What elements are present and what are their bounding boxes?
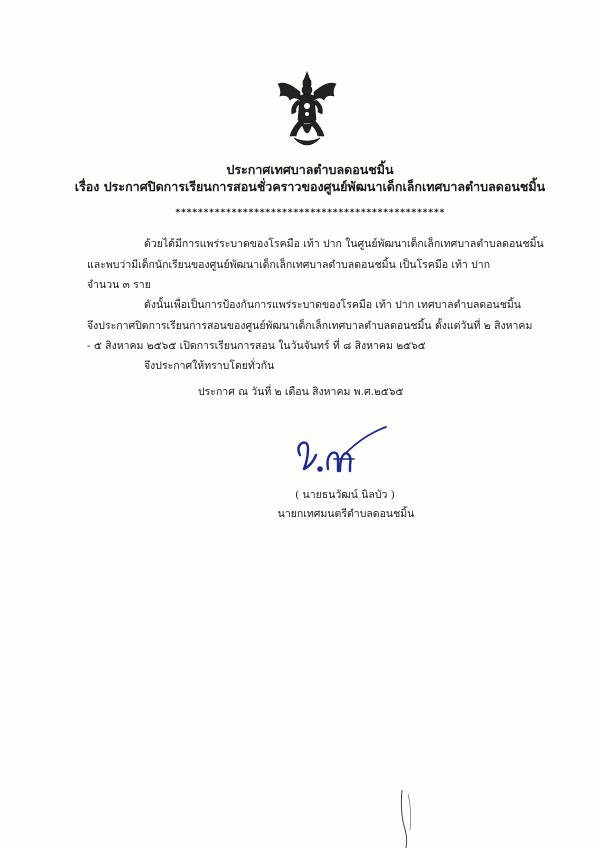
garuda-emblem <box>276 70 338 152</box>
paragraph-line: ดังนั้นเพื่อเป็นการป้องกันการแพร่ระบาดของโรคมือ เท้า ปาก เทศบาลตำบลดอนชมิ้น <box>144 299 521 311</box>
separator-line: ************************************************ <box>175 208 445 218</box>
paragraph-line: - ๕ สิงหาคม ๒๕๖๕ เปิดการเรียนการสอน ในวันจันทร์ ที่ ๘ สิงหาคม ๒๕๖๕ <box>87 340 426 352</box>
paragraph-closure <box>87 295 533 357</box>
paragraph-line: และพบว่ามีเด็กนักเรียนของศูนย์พัฒนาเด็กเล็กเทศบาลตำบลดอนชมิ้น เป็นโรคมือ เท้า ปาก <box>87 258 491 271</box>
signatory-title: นายกเทศมนตรีตำบลดอนชมิ้น <box>277 508 415 520</box>
announcement-date: ประกาศ ณ วันที่ ๒ เดือน สิงหาคม พ.ศ.๒๕๖๕ <box>198 386 404 398</box>
scan-artifact-mark <box>396 790 416 848</box>
announcement-heading: ประกาศเทศบาลตำบลดอนชมิ้น <box>226 162 394 177</box>
paragraph-outbreak <box>87 234 544 296</box>
announcement-subject: เรื่อง ประกาศปิดการเรียนการสอนชั่วคราวของศูนย์พัฒนาเด็กเล็กเทศบาลตำบลดอนชมิ้น <box>74 179 546 194</box>
paragraph-line: ด้วยได้มีการแพร่ระบาดของโรคมือ เท้า ปาก ในศูนย์พัฒนาเด็กเล็กเทศบาลตำบลดอนชมิ้น <box>144 238 544 250</box>
signatory-name: ( นายธนวัฒน์ นิลบัว ) <box>295 489 395 501</box>
paragraph-line: จำนวน ๓ ราย <box>87 279 151 291</box>
handwritten-signature <box>294 425 394 487</box>
paragraph-line: จึงประกาศให้ทราบโดยทั่วกัน <box>144 360 275 372</box>
paragraph-notice <box>87 356 505 377</box>
paragraph-line: จึงประกาศปิดการเรียนการสอนของศูนย์พัฒนาเด็กเล็กเทศบาลตำบลดอนชมิ้น ตั้งแต่วันที่ ๒ สิงหาคม <box>87 319 533 332</box>
